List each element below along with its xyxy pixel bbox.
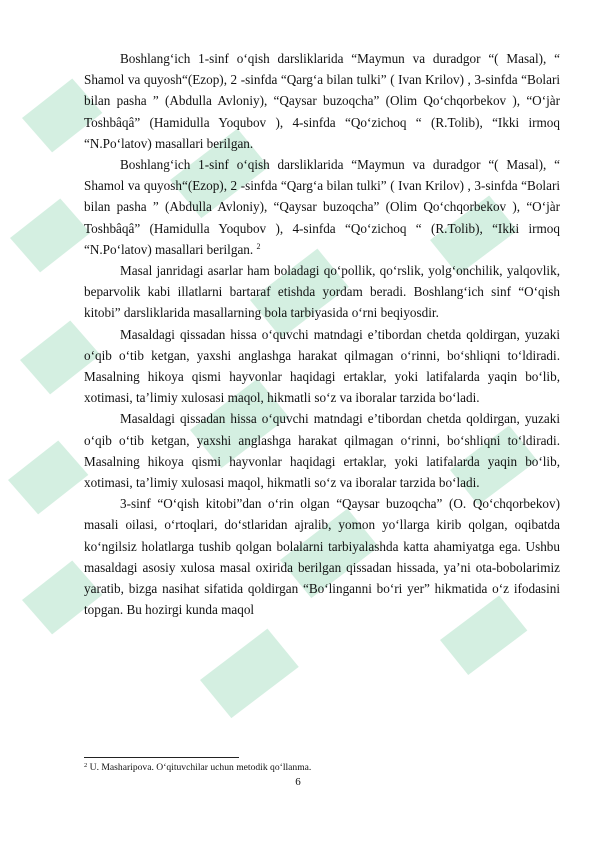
page-number: 6 <box>295 776 301 788</box>
paragraph: Boshlang‘ich 1-sinf o‘qish darsliklarida “Maymun va duradgor “( Masal), “ Shamol va quyosh“(Ezop), 2 -sinfda “Qarg‘a bilan tulki” ( Ivan Krilov) , 3-sinfda “Bolari bilan pasha ” (Abdulla Avloniy), “Qaysar buzoqcha” (Olim Qo‘chqorbekov ), “O‘jàr Toshbâqâ” (Hamidulla Yoqubov ), 4-sinfda “Qo‘zichoq “ (R.Tolib), “Ikki irmoq “N.Po‘latov) masallari berilgan. <box>84 51 560 151</box>
paragraph: Masaldagi qissadan hissa o‘quvchi matndagi e’tibordan chetda qoldirgan, yuzaki o‘qib o‘tib ketgan, yaxshi anglashga harakat qilmagan o‘rinni, bo‘shliqni to‘ldiradi. Masalning hikoya qismi hayvonlar haqidagi ertaklar, yoki latifalarda yaqin bo‘lib, xotimasi, ta’limiy xulosasi maqol, hikmatli so‘z va iboralar tarzida bo‘ladi. <box>84 411 560 491</box>
paragraph-text: Boshlang‘ich 1-sinf o‘qish darsliklarida “Maymun va duradgor “( Masal), “ Shamol va quyosh“(Ezop), 2 -sinfda “Qarg‘a bilan tulki” ( Ivan Krilov) , 3-sinfda “Bolari bilan pasha ” (Abdulla Avloniy), “Qaysar buzoqcha” (Olim Qo‘chqorbekov ), “O‘jàr Toshbâqâ” (Hamidulla Yoqubov ), 4-sinfda “Qo‘zichoq “ (R.Tolib), “Ikki irmoq “N.Po‘latov) masallari berilgan. <box>84 157 560 257</box>
paragraph-with-footnote <box>84 154 560 260</box>
footnote-reference: 2 <box>256 241 261 251</box>
paragraph: 3-sinf “O‘qish kitobi”dan o‘rin olgan “Qaysar buzoqcha” (O. Qo‘chqorbekov) masali oilasi, o‘rtoqlari, do‘stlaridan ajralib, yomon yo‘llarga kirib qolgan, oqibatda ko‘ngilsiz holatlarga tushib qolgan bolalarni tarbiyalashda katta ahamiyatga ega. Ushbu masaldagi asosiy xulosa masal oxirida berilgan qissadan hissada, ya’ni ota-bobolarimiz yaratib, bizga nasihat sifatida qoldirgan “Bo‘linganni bo‘ri yer” hikmatida o‘z ifodasini topgan. Bu hozirgi kunda maqol <box>84 496 560 618</box>
footnote <box>84 762 311 774</box>
watermark-mark <box>1 435 95 520</box>
watermark-mark <box>191 623 307 724</box>
paragraph: Masaldagi qissadan hissa o‘quvchi matndagi e’tibordan chetda qoldirgan, yuzaki o‘qib o‘tib ketgan, yaxshi anglashga harakat qilmagan o‘rinni, bo‘shliqni to‘ldiradi. Masalning hikoya qismi hayvonlar haqidagi ertaklar, yoki latifalarda yaqin bo‘lib, xotimasi, ta’limiy xulosasi maqol, hikmatli so‘z va iboralar tarzida bo‘ladi. <box>84 326 560 406</box>
document-body <box>84 48 560 620</box>
footnote-marker: 2 <box>84 762 88 769</box>
paragraph: Masal janridagi asarlar ham boladagi qo‘pollik, qo‘rslik, yolg‘onchilik, yalqovlik, beparvolik kabi illatlarni bartaraf etishda yordam beradi. Boshlang‘ich sinf “O‘qish kitobi” darsliklarida masallarning bola tarbiyasida o‘rni beqiyosdir. <box>84 263 560 321</box>
footnote-text: U. Masharipova. O‘qituvchilar uchun metodik qo‘llanma. <box>89 762 312 773</box>
footnote-divider <box>84 757 239 758</box>
